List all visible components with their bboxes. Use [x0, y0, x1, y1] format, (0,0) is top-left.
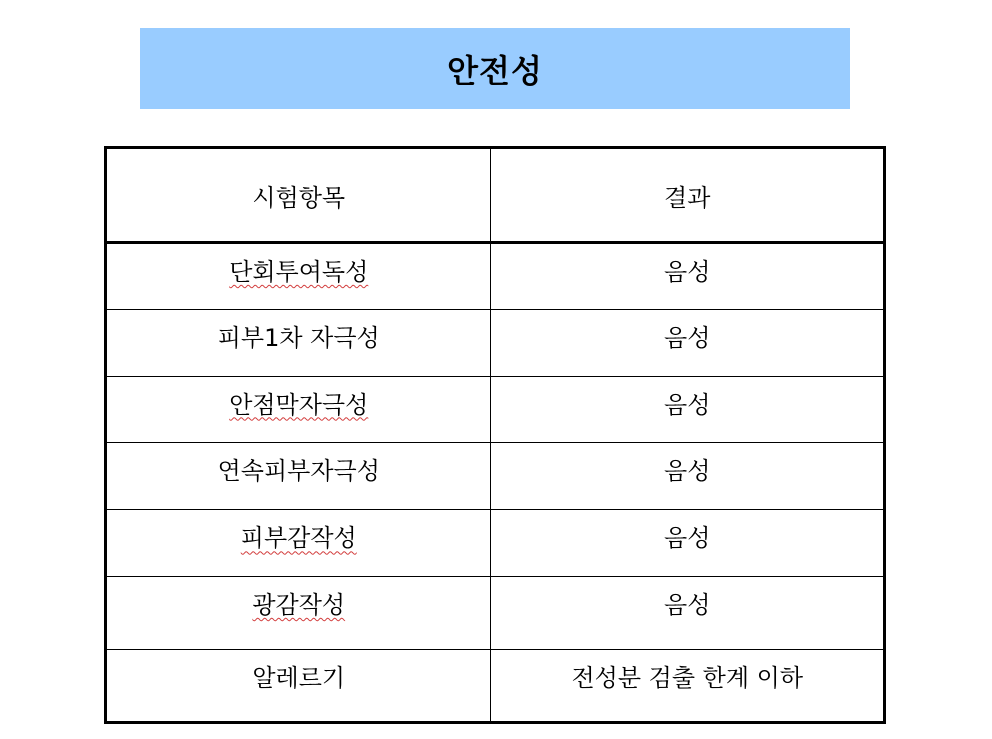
result-label: 전성분 검출 한계 이하	[571, 664, 804, 693]
test-item-cell	[106, 376, 491, 443]
page-title: 안전성	[447, 51, 543, 90]
header-test-item: 시험항목	[106, 148, 491, 243]
table-row	[106, 650, 885, 723]
test-item-cell	[106, 510, 491, 577]
test-item-cell	[106, 443, 491, 510]
result-cell: 음성	[491, 243, 885, 310]
safety-results-table	[104, 146, 886, 724]
result-cell: 음성	[491, 309, 885, 376]
test-item-label: 연속피부자극성	[217, 457, 380, 486]
table-row	[106, 376, 885, 443]
test-item-label: 광감작성	[252, 591, 346, 620]
test-item-cell	[106, 243, 491, 310]
result-cell	[491, 650, 885, 723]
header-result: 결과	[491, 148, 885, 243]
result-cell: 음성	[491, 577, 885, 650]
table-row	[106, 243, 885, 310]
result-cell: 음성	[491, 443, 885, 510]
table-header-row	[106, 148, 885, 243]
test-item-label: 알레르기	[252, 664, 346, 693]
test-item-cell	[106, 577, 491, 650]
table-row	[106, 443, 885, 510]
test-item-label: 안점막자극성	[229, 390, 369, 419]
result-cell: 음성	[491, 376, 885, 443]
table-row	[106, 309, 885, 376]
table-row	[106, 577, 885, 650]
test-item-label: 피부1차 자극성	[217, 323, 380, 352]
test-item-label: 피부감작성	[240, 524, 357, 553]
test-item-cell	[106, 309, 491, 376]
table-row	[106, 510, 885, 577]
result-cell: 음성	[491, 510, 885, 577]
test-item-label: 단회투여독성	[229, 258, 369, 286]
test-item-cell	[106, 650, 491, 723]
title-banner	[140, 28, 850, 109]
